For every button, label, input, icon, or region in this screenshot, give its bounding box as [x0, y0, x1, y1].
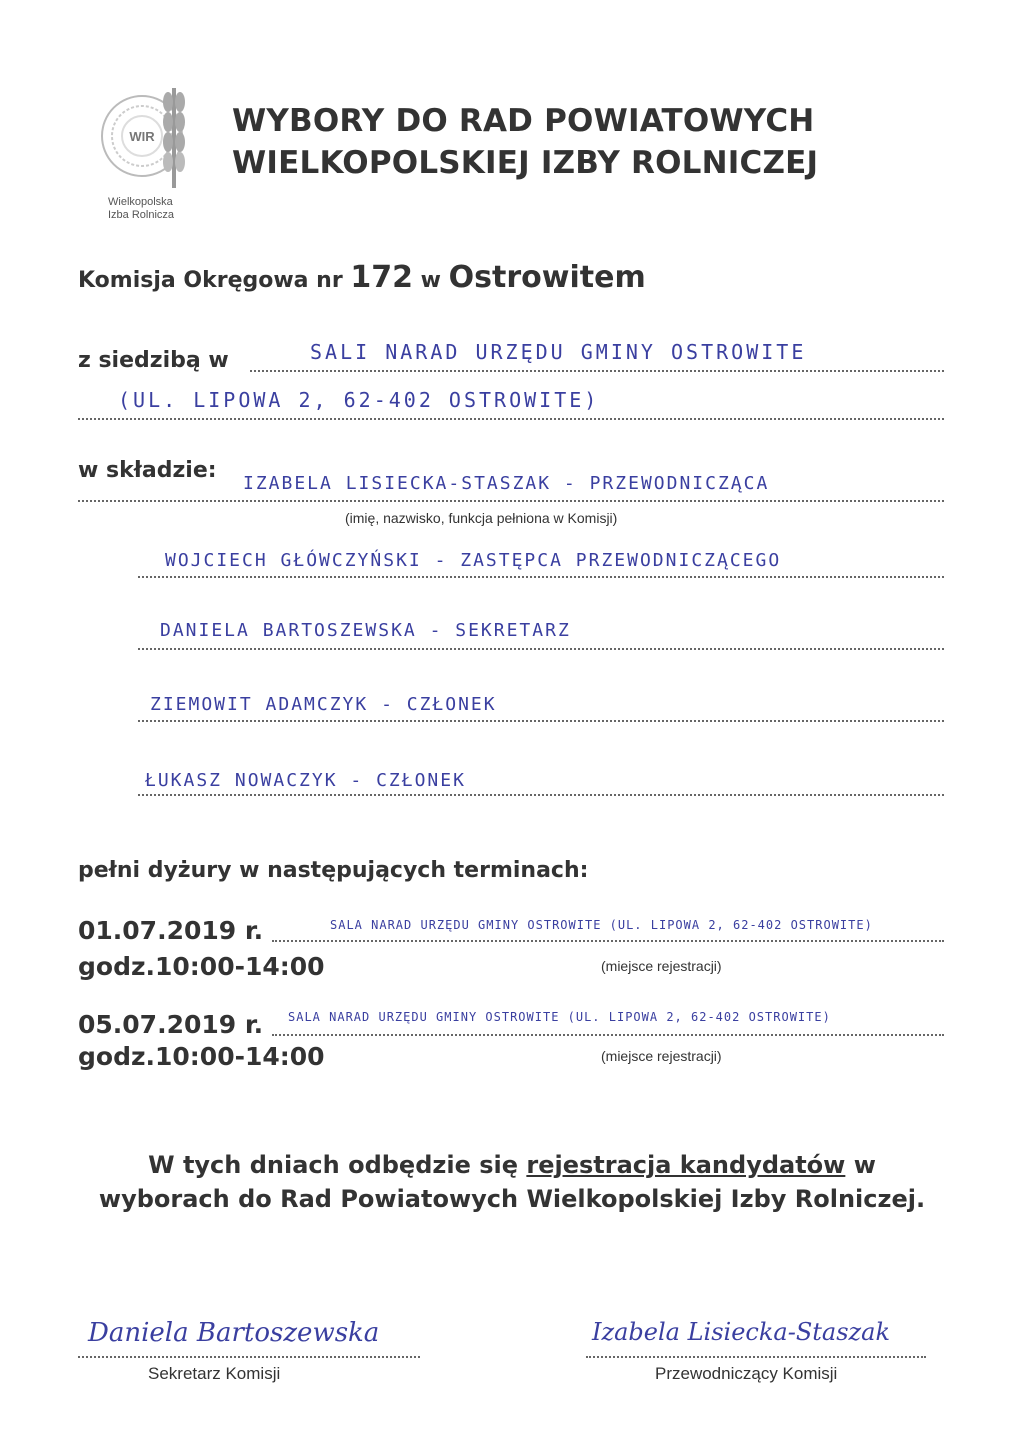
title-line-1: WYBORY DO RAD POWIATOWYCH	[232, 103, 815, 139]
chairperson-signature: Izabela Lisiecka-Staszak	[592, 1318, 891, 1346]
member-5: ŁUKASZ NOWACZYK - CZŁONEK	[145, 770, 466, 791]
commission-heading	[78, 260, 646, 295]
commission-prefix: Komisja Okręgowa nr	[78, 268, 343, 293]
document-title	[232, 100, 818, 184]
duty-dotline-2	[272, 1034, 944, 1036]
organization-logo	[96, 78, 206, 224]
duty-place-1: SALA NARAD URZĘDU GMINY OSTROWITE (UL. LIPOWA 2, 62-402 OSTROWITE)	[330, 918, 873, 932]
member-4: ZIEMOWIT ADAMCZYK - CZŁONEK	[150, 694, 497, 715]
member-dotline-3	[138, 648, 944, 650]
duty-caption-2: (miejsce rejestracji)	[601, 1048, 722, 1064]
member-3: DANIELA BARTOSZEWSKA - SEKRETARZ	[160, 620, 571, 641]
secretary-signature: Daniela Bartoszewska	[88, 1318, 380, 1348]
secretary-role: Sekretarz Komisji	[148, 1364, 281, 1383]
member-dotline-5	[138, 794, 944, 796]
seat-dotline-2	[78, 418, 944, 420]
notice-line-2: wyborach do Rad Powiatowych Wielkopolskiej Izby Rolniczej.	[98, 1185, 926, 1213]
duty-date-2: 05.07.2019 r.	[78, 1010, 264, 1039]
logo-caption	[108, 196, 174, 222]
logo-mark-text: WIR	[129, 129, 155, 144]
secretary-sign-line	[78, 1356, 420, 1358]
commission-number: 172	[350, 260, 413, 295]
logo-caption-line2: Izba Rolnicza	[108, 209, 175, 221]
notice-underlined: rejestracja kandydatów	[526, 1151, 846, 1179]
seat-value-line2: (UL. LIPOWA 2, 62-402 OSTROWITE)	[118, 388, 600, 412]
members-caption: (imię, nazwisko, funkcja pełniona w Komisji)	[345, 510, 618, 526]
member-dotline-1	[78, 500, 944, 502]
seat-label: z siedzibą w	[78, 348, 229, 373]
duty-label: pełni dyżury w następujących terminach:	[78, 858, 589, 883]
duty-caption-1: (miejsce rejestracji)	[601, 958, 722, 974]
seat-value-line1: SALI NARAD URZĘDU GMINY OSTROWITE	[310, 340, 807, 364]
notice-line-1	[60, 1148, 964, 1182]
duty-place-2: SALA NARAD URZĘDU GMINY OSTROWITE (UL. LIPOWA 2, 62-402 OSTROWITE)	[288, 1010, 831, 1024]
member-1: IZABELA LISIECKA-STASZAK - PRZEWODNICZĄCA	[243, 473, 770, 494]
member-dotline-2	[138, 576, 944, 578]
commission-w: w	[420, 268, 441, 293]
duty-date-1: 01.07.2019 r.	[78, 916, 264, 945]
duty-hours-1: godz.10:00-14:00	[78, 952, 325, 981]
duty-dotline-1	[272, 940, 944, 942]
notice-part1: W tych dniach odbędzie się	[148, 1151, 518, 1179]
member-dotline-4	[138, 720, 944, 722]
notice-part2: w	[853, 1151, 876, 1179]
seat-dotline-1	[250, 370, 944, 372]
duty-hours-2: godz.10:00-14:00	[78, 1042, 325, 1071]
members-label: w składzie:	[78, 458, 217, 483]
chairperson-role: Przewodniczący Komisji	[655, 1364, 838, 1383]
logo-emblem-icon	[96, 78, 206, 196]
registration-notice	[60, 1148, 964, 1216]
commission-place: Ostrowitem	[448, 260, 646, 295]
chairperson-sign-line	[586, 1356, 926, 1358]
logo-caption-line1: Wielkopolska	[108, 196, 173, 208]
title-line-2: WIELKOPOLSKIEJ IZBY ROLNICZEJ	[232, 145, 819, 181]
member-2: WOJCIECH GŁÓWCZYŃSKI - ZASTĘPCA PRZEWODNICZĄCEGO	[165, 550, 782, 571]
